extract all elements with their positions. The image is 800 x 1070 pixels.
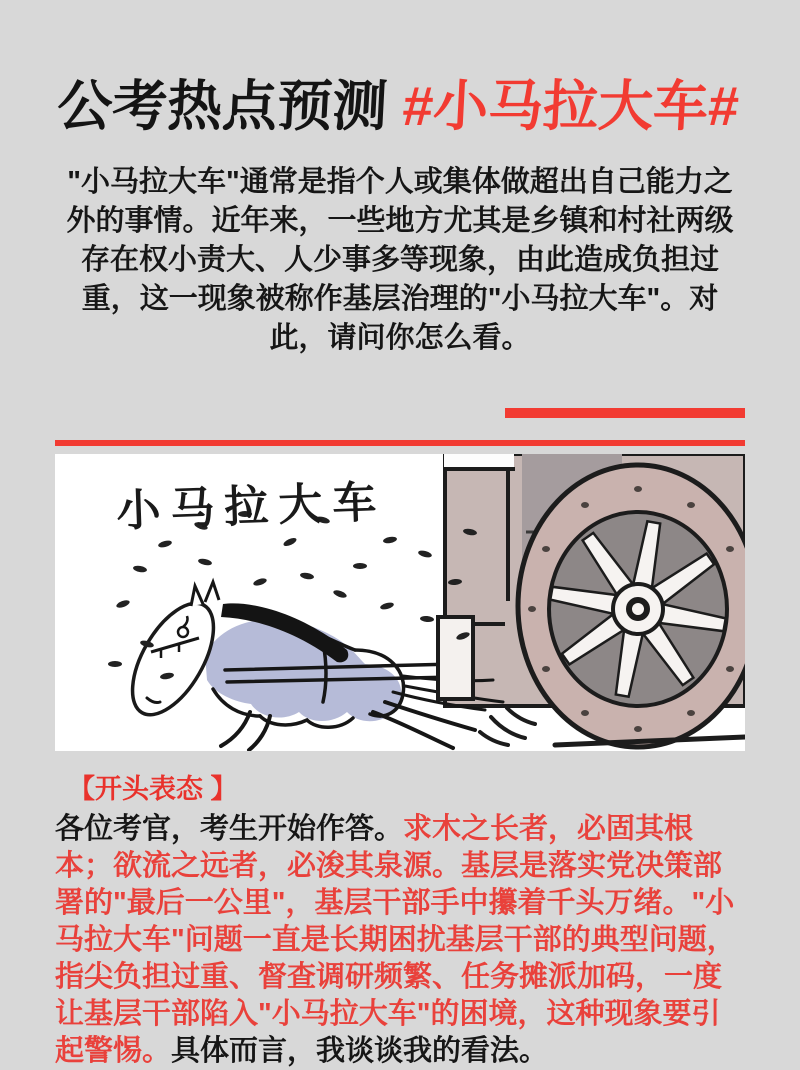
horse-cart-cartoon	[55, 454, 745, 751]
title-black-part: 公考热点预测	[55, 75, 390, 137]
answer-segment-black-2: 具体而言，我谈谈我的看法。	[171, 1035, 549, 1067]
red-divider-line	[55, 440, 745, 446]
answer-segment-red: 求木之长者，必固其根本；欲流之远者，必浚其泉源。基层是落实党决策部署的"最后一公里"，基层干部手中攥着千头万绪。"小马拉大车"问题一直是长期困扰基层干部的典型问题，指尖负担过重、督查调研频繁、任务摊派加码，一度让基层干部陷入"小马拉大车"的困境，这种现象要引起警惕。	[55, 813, 736, 1067]
red-accent-bar	[505, 408, 745, 418]
cart-wheel	[518, 465, 745, 747]
page-title	[51, 0, 748, 141]
cartoon-caption: 小马拉大车	[115, 477, 388, 536]
intro-paragraph: "小马拉大车"通常是指个人或集体做超出自己能力之外的事情。近年来，一些地方尤其是乡镇和村社两级存在权小责大、人少事多等现象，由此造成负担过重，这一现象被称作基层治理的"小马拉大车"。对此，请问你怎么看。	[66, 166, 734, 354]
answer-segment-black-1: 各位考官，考生开始作答。	[55, 813, 404, 845]
title-red-hashtag: #小马拉大车#	[385, 75, 741, 137]
answer-paragraph	[55, 811, 745, 1070]
answer-section-label: 【开头表态 】	[68, 774, 238, 804]
cartoon-panel	[55, 454, 745, 751]
